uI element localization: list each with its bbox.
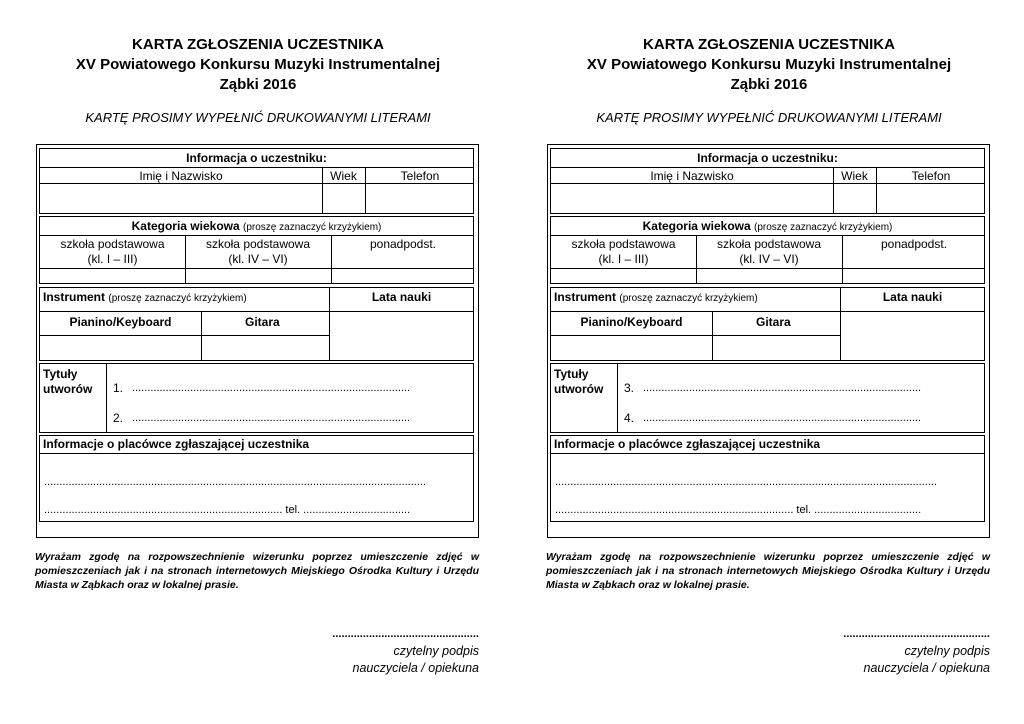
piece-line-second[interactable]: ........................................................................................... — [132, 412, 411, 424]
institution-header: Informacje o placówce zgłaszającej uczestnika — [43, 437, 310, 451]
instrument-guitar: Gitara — [756, 315, 791, 329]
card-title: KARTA ZGŁOSZENIA UCZESTNIKA — [132, 36, 384, 53]
instrument-guitar: Gitara — [245, 315, 280, 329]
piece-line-first[interactable]: ........................................................................................... — [643, 382, 922, 394]
institution-section — [39, 435, 474, 522]
participant-section — [39, 148, 474, 214]
category-secondary: ponadpodst. — [369, 237, 437, 251]
instrument-section — [39, 287, 330, 361]
name-field[interactable] — [551, 184, 833, 213]
signature-caption: czytelny podpis — [393, 644, 479, 658]
piece-number-second: 2. — [113, 411, 124, 425]
contest-place-year: Ząbki 2016 — [730, 76, 808, 93]
piece-line-second[interactable]: ........................................................................................... — [643, 412, 922, 424]
signature-line[interactable]: ................................................ — [332, 628, 479, 640]
instrument-piano: Pianino/Keyboard — [580, 315, 683, 329]
category-secondary: ponadpodst. — [880, 237, 948, 251]
instrument-section — [550, 287, 841, 361]
checkbox-secondary[interactable] — [332, 269, 474, 283]
instrument-header: Instrument (proszę zaznaczyć krzyżykiem) — [43, 290, 247, 304]
age-column-header: Wiek — [841, 169, 868, 183]
phone-field[interactable] — [877, 184, 985, 213]
years-section — [329, 287, 474, 361]
checkbox-piano[interactable] — [551, 336, 712, 360]
institution-line-phone[interactable]: .............................................................................. tel. ................................... — [555, 504, 922, 516]
instrument-piano: Pianino/Keyboard — [69, 315, 172, 329]
category-primary-1-3: szkoła podstawowa (kl. I – III) — [571, 237, 676, 266]
institution-line-phone[interactable]: .............................................................................. tel. ................................... — [44, 504, 411, 516]
signature-caption-role: nauczyciela / opiekuna — [863, 661, 990, 675]
checkbox-secondary[interactable] — [843, 269, 985, 283]
participant-header: Informacja o uczestniku: — [186, 151, 327, 165]
participant-section — [550, 148, 985, 214]
age-category-section — [550, 216, 985, 284]
institution-line-first[interactable]: ............................................................................................................................. — [44, 476, 427, 488]
titles-section — [550, 363, 985, 433]
phone-column-header: Telefon — [400, 169, 440, 183]
phone-column-header: Telefon — [911, 169, 951, 183]
signature-caption-role: nauczyciela / opiekuna — [352, 661, 479, 675]
checkbox-primary-1-3[interactable] — [551, 269, 696, 283]
checkbox-primary-4-6[interactable] — [186, 269, 331, 283]
years-section — [840, 287, 985, 361]
contest-name: XV Powiatowego Konkursu Muzyki Instrumentalnej — [75, 56, 441, 73]
signature-caption: czytelny podpis — [904, 644, 990, 658]
titles-section — [39, 363, 474, 433]
category-primary-4-6: szkoła podstawowa (kl. IV – VI) — [205, 237, 311, 266]
name-column-header: Imię i Nazwisko — [139, 169, 223, 183]
piece-line-first[interactable]: ........................................................................................... — [132, 382, 411, 394]
piece-number-first: 3. — [624, 381, 635, 395]
contest-name: XV Powiatowego Konkursu Muzyki Instrumentalnej — [586, 56, 952, 73]
years-field[interactable] — [330, 312, 473, 360]
fill-instruction: KARTĘ PROSIMY WYPEŁNIĆ DRUKOWANYMI LITERAMI — [596, 110, 942, 125]
institution-line-first[interactable]: ............................................................................................................................. — [555, 476, 938, 488]
age-field[interactable] — [323, 184, 365, 213]
years-header: Lata nauki — [882, 290, 943, 304]
checkbox-guitar[interactable] — [713, 336, 840, 360]
category-primary-1-3: szkoła podstawowa (kl. I – III) — [60, 237, 165, 266]
name-column-header: Imię i Nazwisko — [650, 169, 734, 183]
card-title: KARTA ZGŁOSZENIA UCZESTNIKA — [643, 36, 895, 53]
checkbox-piano[interactable] — [40, 336, 201, 360]
image-consent-statement: Wyrażam zgodę na rozpowszechnienie wizerunku poprzez umieszczenie zdjęć w pomieszczeniach jak i na stronach internetowych Miejskiego Ośrodka Kultury i Urzędu Miasta w Ząbkach oraz w lokalnej prasie. — [35, 551, 479, 591]
titles-label: Tytuły utworów — [43, 367, 93, 396]
category-primary-4-6: szkoła podstawowa (kl. IV – VI) — [716, 237, 822, 266]
years-field[interactable] — [841, 312, 984, 360]
phone-field[interactable] — [366, 184, 474, 213]
checkbox-primary-4-6[interactable] — [697, 269, 842, 283]
years-header: Lata nauki — [371, 290, 432, 304]
name-field[interactable] — [40, 184, 322, 213]
signature-line[interactable]: ................................................ — [843, 628, 990, 640]
fill-instruction: KARTĘ PROSIMY WYPEŁNIĆ DRUKOWANYMI LITERAMI — [85, 110, 431, 125]
checkbox-primary-1-3[interactable] — [40, 269, 185, 283]
institution-section — [550, 435, 985, 522]
form-frame — [547, 144, 990, 538]
age-field[interactable] — [834, 184, 876, 213]
age-category-header: Kategoria wiekowa (proszę zaznaczyć krzyżykiem) — [642, 219, 893, 233]
image-consent-statement: Wyrażam zgodę na rozpowszechnienie wizerunku poprzez umieszczenie zdjęć w pomieszczeniach jak i na stronach internetowych Miejskiego Ośrodka Kultury i Urzędu Miasta w Ząbkach oraz w lokalnej prasie. — [546, 551, 990, 591]
form-frame — [36, 144, 479, 538]
age-column-header: Wiek — [330, 169, 357, 183]
institution-header: Informacje o placówce zgłaszającej uczestnika — [554, 437, 821, 451]
piece-number-second: 4. — [624, 411, 635, 425]
checkbox-guitar[interactable] — [202, 336, 329, 360]
participant-header: Informacja o uczestniku: — [697, 151, 838, 165]
age-category-section — [39, 216, 474, 284]
titles-label: Tytuły utworów — [554, 367, 604, 396]
age-category-header: Kategoria wiekowa (proszę zaznaczyć krzyżykiem) — [131, 219, 382, 233]
piece-number-first: 1. — [113, 381, 124, 395]
contest-place-year: Ząbki 2016 — [219, 76, 297, 93]
instrument-header: Instrument (proszę zaznaczyć krzyżykiem) — [554, 290, 758, 304]
